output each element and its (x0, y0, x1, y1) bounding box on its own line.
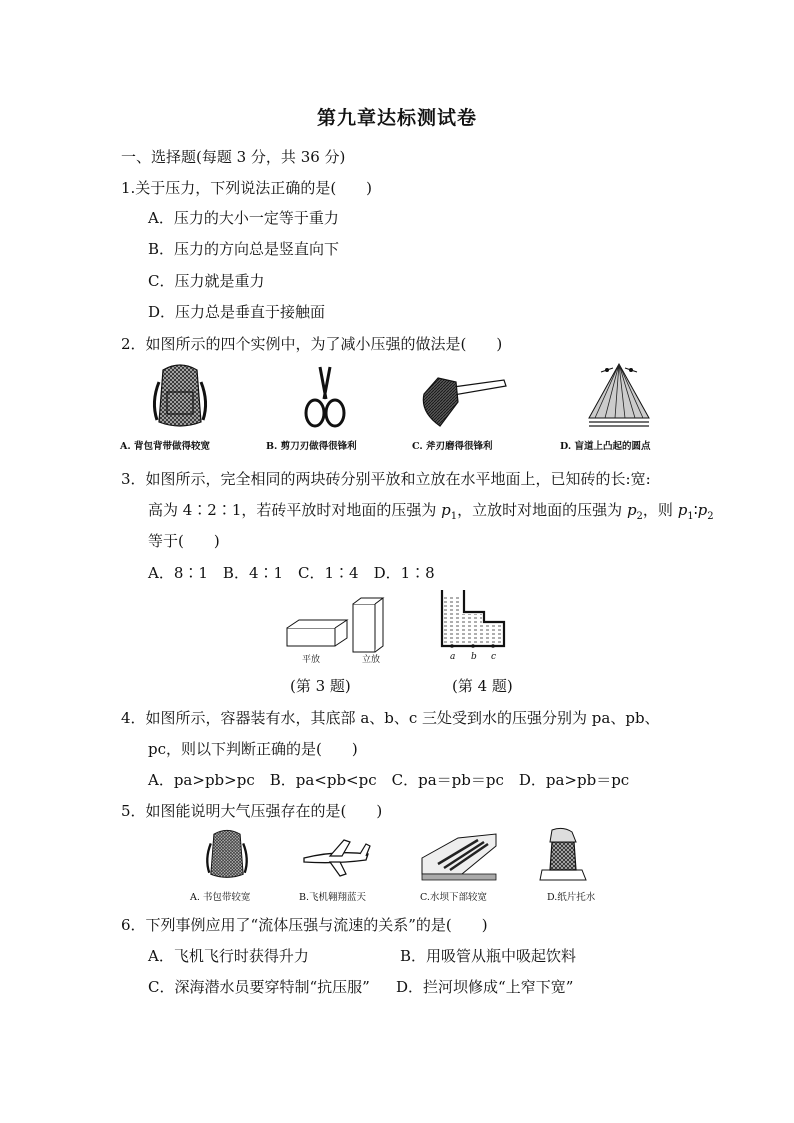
q4-line1: 4．如图所示，容器装有水，其底部 a、b、c 三处受到水的压强分别为 pa、pb、 (121, 709, 660, 727)
q2-caption-b: B. 剪刀刃做得很锋利 (266, 441, 357, 452)
dam-image (418, 828, 500, 884)
tactile-paving-image (587, 360, 651, 432)
axe-image (416, 372, 508, 430)
q4-options: A．pa>pb>pc B．pa<pb<pc C．pa＝pb＝pc D．pa>pb＝pc (148, 771, 630, 789)
q1-option-a: A．压力的大小一定等于重力 (148, 209, 339, 227)
brick-label-upright: 立放 (362, 655, 381, 665)
q5-caption-b: B.飞机翱翔蓝天 (299, 892, 367, 903)
q2-stem: 2．如图所示的四个实例中，为了减小压强的做法是( ) (121, 335, 503, 353)
q5-caption-a: A. 书包带较宽 (190, 892, 251, 903)
q6-option-a: A．飞机飞行时获得升力 (148, 947, 309, 965)
q1-stem: 1.关于压力，下列说法正确的是( ) (121, 179, 373, 197)
bricks-image (283, 596, 393, 656)
q4-line2: pc，则以下判断正确的是( ) (148, 740, 358, 758)
q5-stem: 5．如图能说明大气压强存在的是( ) (121, 802, 383, 820)
q6-stem: 6．下列事例应用了“流体压强与流速的关系”的是( ) (121, 916, 488, 934)
point-a: a (450, 652, 456, 662)
q6-option-d: D．拦河坝修成“上窄下宽” (396, 978, 574, 996)
schoolbag-image (200, 826, 254, 884)
q3-line3: 等于( ) (148, 532, 220, 550)
point-b: b (471, 652, 477, 662)
fig3-caption: (第 3 题) (290, 677, 351, 695)
q1-option-c: C．压力就是重力 (148, 272, 265, 290)
q5-caption-d: D.纸片托水 (547, 892, 596, 903)
q6-option-c: C．深海潜水员要穿特制“抗压服” (148, 978, 370, 996)
paper-water-cup-image (538, 826, 588, 884)
page-title: 第九章达标测试卷 (316, 107, 477, 129)
scissors-image (300, 365, 350, 431)
water-container-image (438, 588, 510, 652)
backpack-image (145, 362, 215, 432)
q1-option-b: B．压力的方向总是竖直向下 (148, 240, 340, 258)
q2-caption-d: D. 盲道上凸起的圆点 (560, 441, 651, 452)
q5-caption-c: C.水坝下部较宽 (420, 892, 487, 903)
q2-caption-a: A. 背包背带做得较宽 (120, 441, 210, 452)
point-c: c (491, 652, 497, 662)
fig4-caption: (第 4 题) (452, 677, 513, 695)
section-heading: 一、选择题(每题 3 分，共 36 分) (121, 148, 346, 166)
brick-label-flat: 平放 (302, 655, 321, 665)
q3-line1: 3．如图所示，完全相同的两块砖分别平放和立放在水平地面上，已知砖的长:宽: (121, 470, 651, 488)
q6-option-b: B．用吸管从瓶中吸起饮料 (400, 947, 577, 965)
q3-options: A．8∶1 B．4∶1 C．1∶4 D．1∶8 (148, 564, 435, 582)
q1-option-d: D．压力总是垂直于接触面 (148, 303, 326, 321)
airplane-image (300, 836, 372, 880)
q3-line2: 高为 4∶2∶1，若砖平放时对地面的压强为 $p_1$，立放时对地面的压强为 $p_2$，则 $p_1∶p_2$ (148, 501, 714, 522)
q2-caption-c: C. 斧刃磨得很锋利 (412, 441, 493, 452)
